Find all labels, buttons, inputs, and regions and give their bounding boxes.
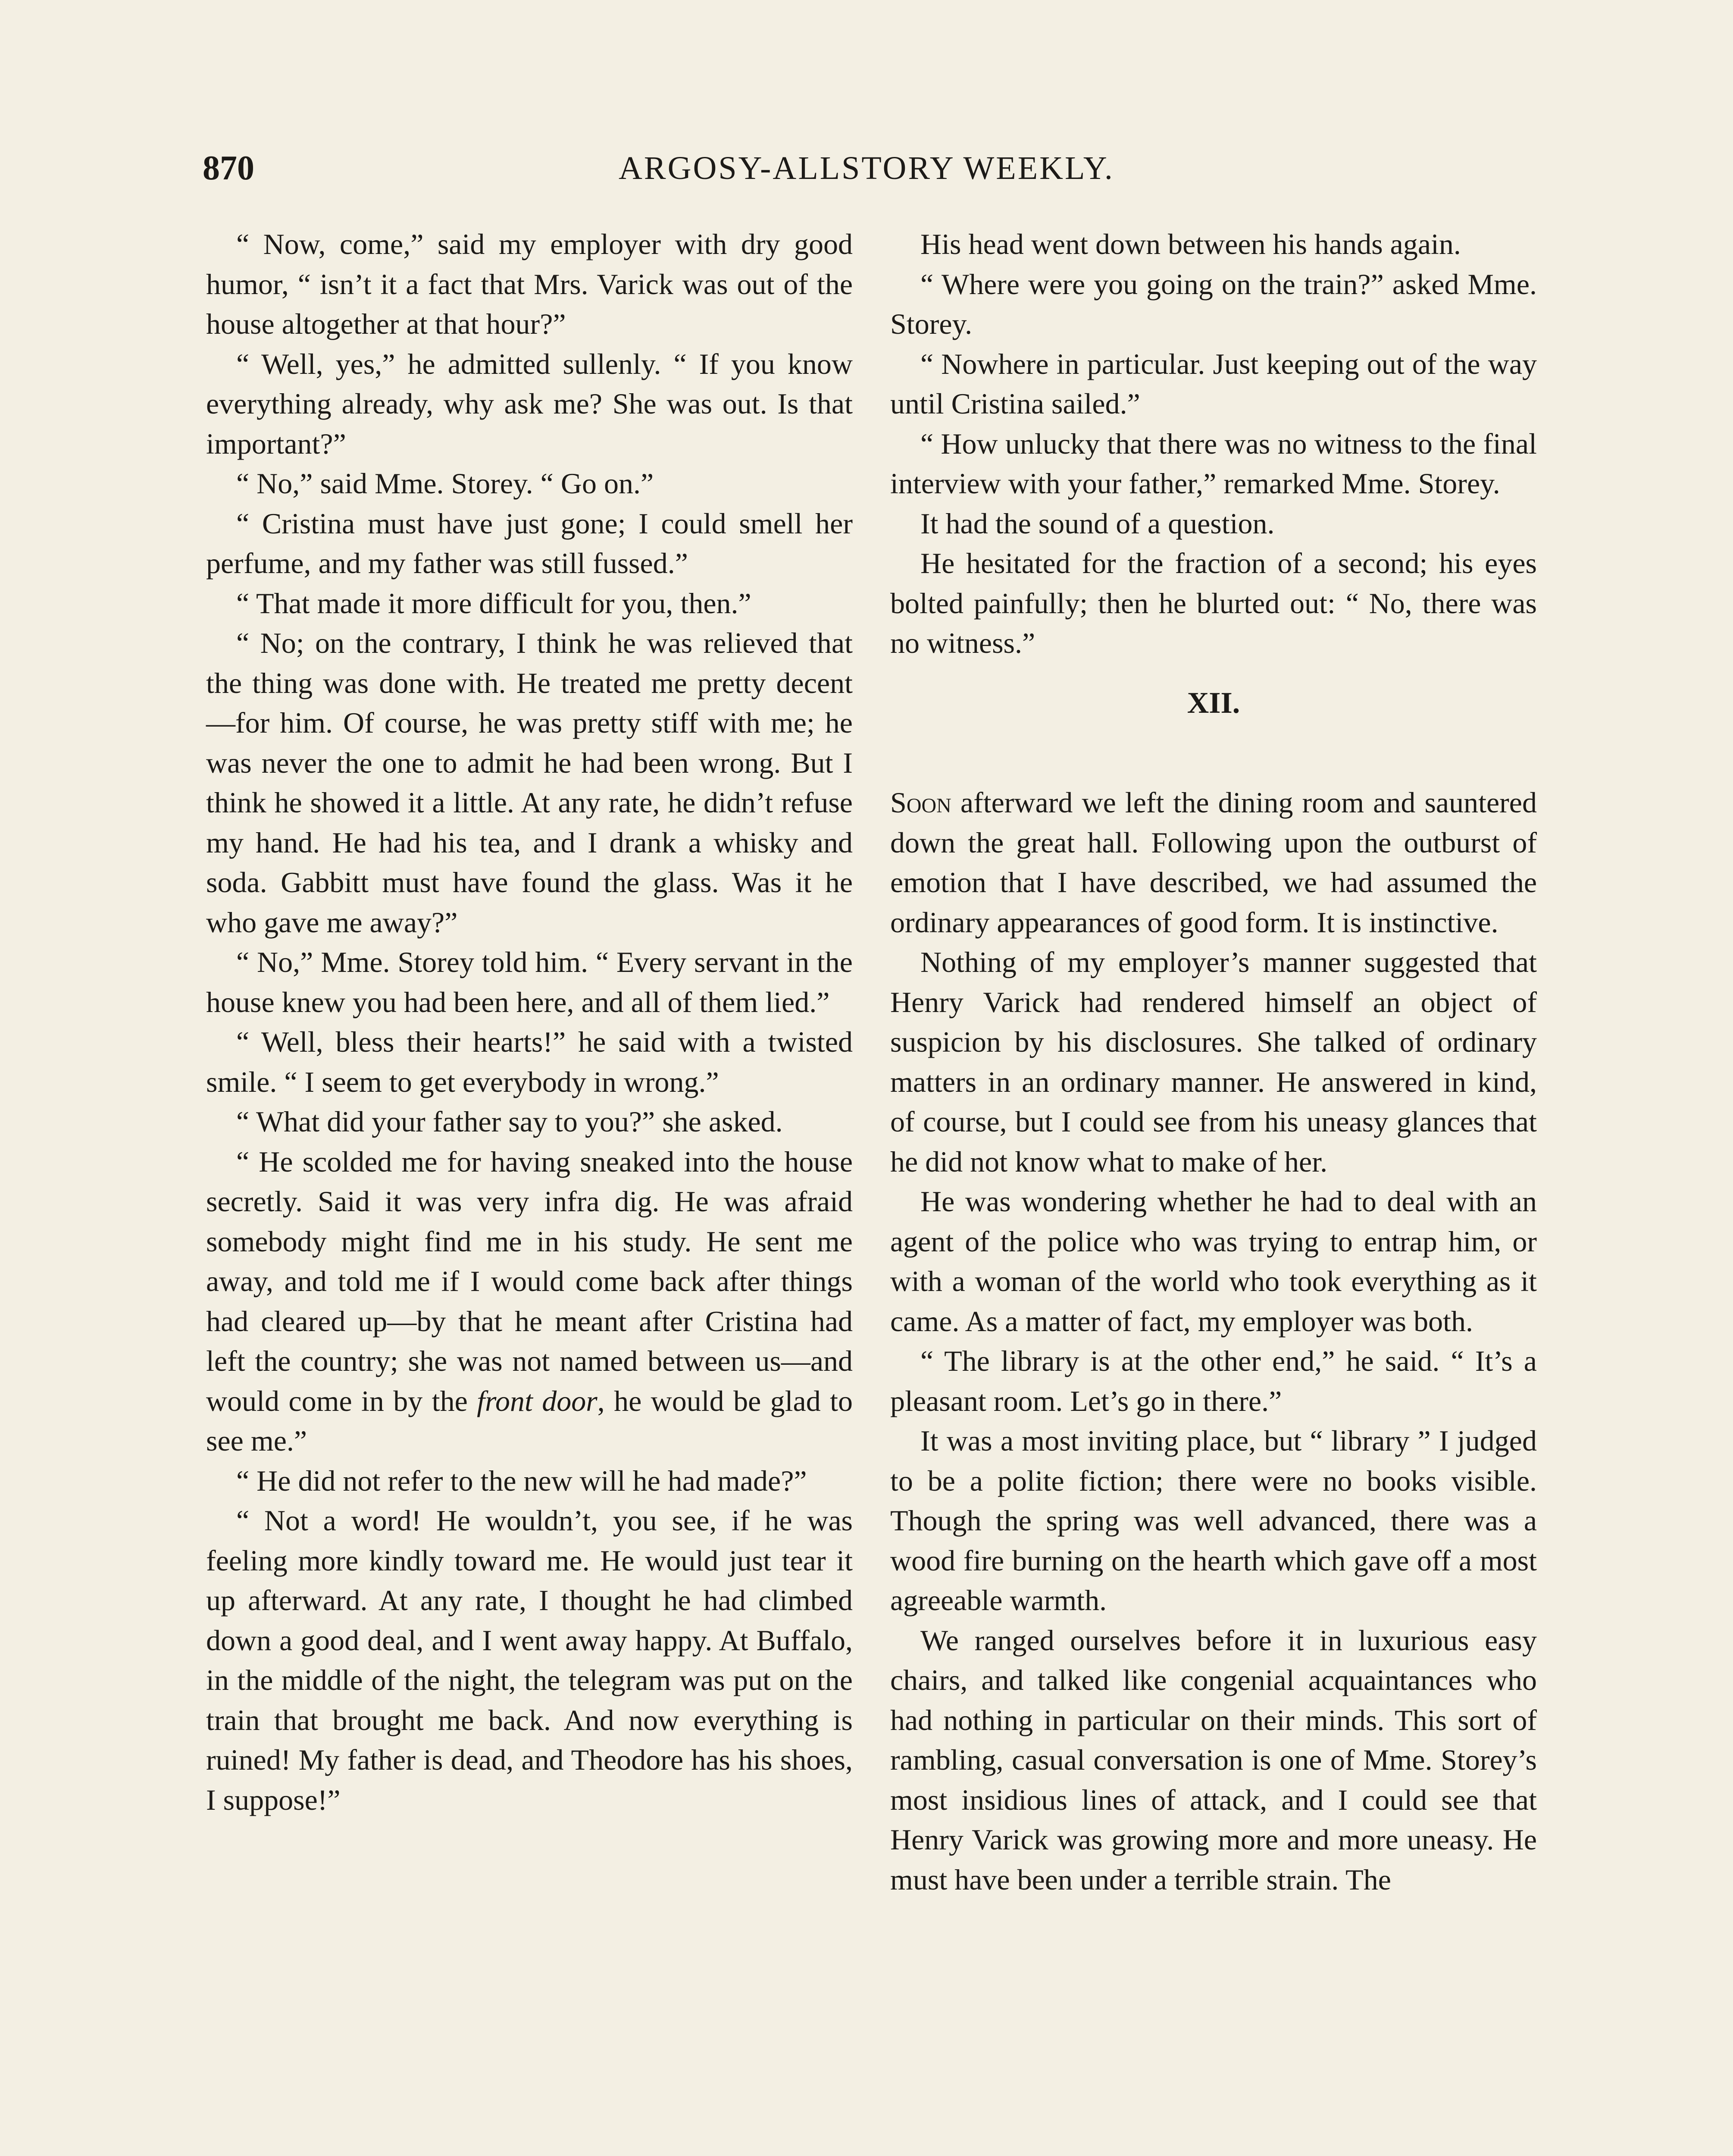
running-head: ARGOSY-ALLSTORY WEEKLY. xyxy=(619,150,1114,186)
paragraph: “ No,” said Mme. Storey. “ Go on.” xyxy=(236,467,654,500)
paragraph: It had the sound of a question. xyxy=(920,507,1275,540)
paragraph: His head went down between his hands again. xyxy=(920,228,1461,260)
paragraph: “ The library is at the other end,” he said. “ It’s a pleasant room. Let’s go in there.” xyxy=(890,1344,1537,1417)
chapter-opening-paragraph xyxy=(890,783,1537,942)
paragraph: “ Where were you going on the train?” asked Mme. Storey. xyxy=(890,267,1537,340)
chapter-opening-text: afterward we left the dining room and sauntered down the great hall. Following upon the outburst of emotion that I have described, we had assumed the ordinary appearances of good form. It is instinctive. xyxy=(890,786,1537,939)
right-column xyxy=(890,224,1537,1899)
paragraph: “ Cristina must have just gone; I could smell her perfume, and my father was still fussed.” xyxy=(206,507,853,580)
page-header xyxy=(203,142,1530,198)
paragraph: He hesitated for the fraction of a second; his eyes bolted painfully; then he blurted out: “ No, there was no witness.” xyxy=(890,547,1537,659)
paragraph: “ That made it more difficult for you, then.” xyxy=(236,586,751,620)
paragraph: Nothing of my employer’s manner suggested that Henry Varick had rendered himself an object of suspicion by his disclosures. She talked of ordinary matters in an ordinary manner. He answered in kind, of course, but I could see from his uneasy glances that he did not know what to make of her. xyxy=(890,946,1537,1178)
paragraph: “ How unlucky that there was no witness to the final interview with your father,” remarked Mme. Storey. xyxy=(890,427,1537,500)
paragraph: “ No,” Mme. Storey told him. “ Every servant in the house knew you had been here, and all of them lied.” xyxy=(206,946,853,1018)
paragraph: “ No; on the contrary, I think he was relieved that the thing was done with. He treated me pretty decent—for him. Of course, he was pretty stiff with me; he was never the one to admit he had been wrong. But I think he showed it a little. At any rate, he didn’t refuse my hand. He had his tea, and I drank a whisky and soda. Gabbitt must have found the glass. Was it he who gave me away?” xyxy=(206,627,853,939)
paragraph: “ Well, yes,” he admitted sullenly. “ If you know everything already, why ask me? She was out. Is that important?” xyxy=(206,347,853,460)
chapter-heading: XII. xyxy=(1187,686,1240,720)
paragraph: “ He did not refer to the new will he had made?” xyxy=(236,1464,807,1497)
emphasis: front door xyxy=(477,1384,597,1417)
paragraph: “ What did your father say to you?” she asked. xyxy=(236,1105,783,1138)
paragraph: It was a most inviting place, but “ library ” I judged to be a polite fiction; there were no books visible. Though the spring was well advanced, there was a wood fire burning on the hearth which gave off a most agreeable warmth. xyxy=(890,1424,1537,1617)
chapter-lead-word: Soon xyxy=(890,786,951,819)
left-column xyxy=(206,224,853,1820)
paragraph: “ Well, bless their hearts!” he said with a twisted smile. “ I seem to get everybody in wrong.” xyxy=(206,1025,853,1098)
paragraph: “ Now, come,” said my employer with dry good humor, “ isn’t it a fact that Mrs. Varick was out of the house altogether at that hour?” xyxy=(206,228,853,340)
paragraph: “ He scolded me for having sneaked into the house secretly. Said it was very infra dig. He was afraid somebody might find me in his study. He sent me away, and told me if I would come back after things had cleared up—by that he meant after Cristina had left the country; she was not named between us—and would come in by the front door, he would be glad to see me.” xyxy=(206,1145,853,1457)
paragraph: “ Nowhere in particular. Just keeping out of the way until Cristina sailed.” xyxy=(890,347,1537,420)
paragraph: We ranged ourselves before it in luxurious easy chairs, and talked like congenial acquaintances who had nothing in particular on their minds. This sort of rambling, casual conversation is one of Mme. Storey’s most insidious lines of attack, and I could see that Henry Varick was growing more and more uneasy. He must have been under a terrible strain. The xyxy=(890,1623,1537,1896)
paragraph: He was wondering whether he had to deal with an agent of the police who was trying to entrap him, or with a woman of the world who took everything as it came. As a matter of fact, my employer was both. xyxy=(890,1185,1537,1338)
paragraph: “ Not a word! He wouldn’t, you see, if he was feeling more kindly toward me. He would just tear it up afterward. At any rate, I thought he had climbed down a good deal, and I went away happy. At Buffalo, in the middle of the night, the telegram was put on the train that brought me back. And now everything is ruined! My father is dead, and Theodore has his shoes, I suppose!” xyxy=(206,1504,853,1816)
page-number: 870 xyxy=(203,149,254,187)
